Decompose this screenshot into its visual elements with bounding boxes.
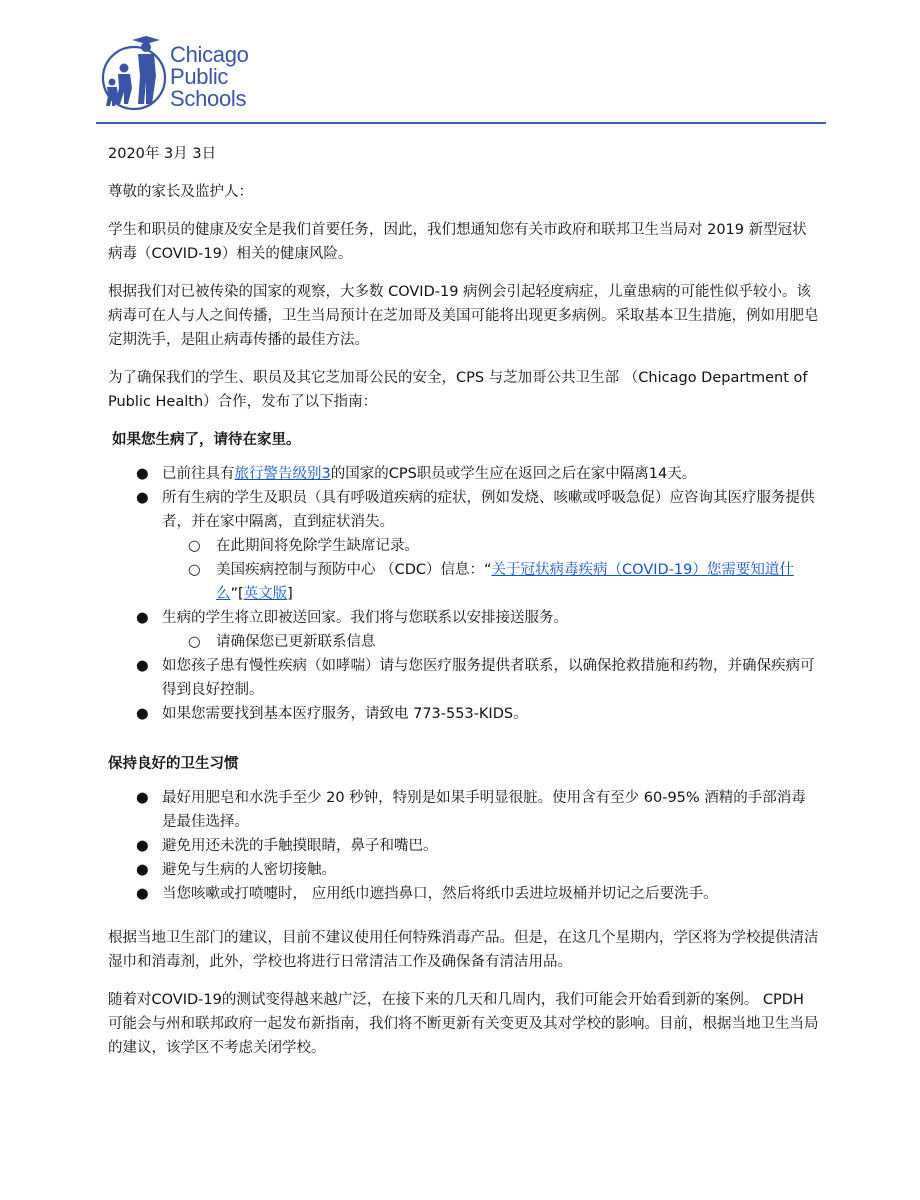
bullet-icon: ● [136, 790, 149, 806]
sub-list-item-text: 请确保您已更新联系信息 [216, 634, 376, 650]
stay-home-list [108, 462, 820, 726]
bullet-icon: ● [136, 838, 149, 854]
list-item-text: 的国家的CPS职员或学生应在返回之后在家中隔离14天。 [330, 466, 697, 482]
list-item [108, 654, 820, 702]
bullet-icon: ● [136, 490, 149, 506]
circle-bullet-icon: ○ [188, 634, 201, 650]
list-item [108, 462, 820, 486]
list-item-text: 如果您需要找到基本医疗服务，请致电 773-553-KIDS。 [162, 706, 528, 722]
header-divider [96, 122, 826, 124]
sub-list [162, 630, 820, 654]
bullet-icon: ● [136, 658, 149, 674]
list-item [108, 858, 820, 882]
paragraph-observation: 根据我们对已被传染的国家的观察，大多数 COVID-19 病例会引起轻度病症，儿童患病的可能性似乎较小。该病毒可在人与人之间传播，卫生当局预计在芝加哥及美国可能将出现更多病例。采取基本卫生措施，例如用肥皂定期洗手，是阻止病毒传播的最佳方法。 [108, 284, 819, 348]
list-item-text: 最好用肥皂和水洗手至少 20 秒钟，特别是如果手明显很脏。使用含有至少 60-95% 酒精的手部消毒是最佳选择。 [162, 790, 806, 830]
paragraph-disinfection: 根据当地卫生部门的建议，目前不建议使用任何特殊消毒产品。但是，在这几个星期内，学区将为学校提供清洁湿巾和消毒剂，此外，学校也将进行日常清洁工作及确保备有清洁用品。 [108, 930, 819, 970]
logo-line-3: Schools [170, 86, 247, 111]
list-item-text: 避免用还未洗的手触摸眼睛，鼻子和嘴巴。 [162, 838, 438, 854]
sub-list-item-text: 美国疾病控制与预防中心 （CDC）信息：“ [216, 562, 492, 578]
logo-line-1: Chicago [170, 42, 249, 67]
section-heading-hygiene: 保持良好的卫生习惯 [108, 756, 239, 772]
logo-line-2: Public [170, 64, 229, 89]
letter-body [108, 142, 820, 1074]
list-item [108, 606, 820, 654]
section-heading-stay-home: 如果您生病了，请待在家里。 [112, 432, 301, 448]
list-item-text: 避免与生病的人密切接触。 [162, 862, 336, 878]
sub-list [162, 534, 820, 606]
list-item [108, 834, 820, 858]
sub-list-item-text: ] [287, 586, 293, 602]
paragraph-intro: 学生和职员的健康及安全是我们首要任务，因此，我们想通知您有关市政府和联邦卫生当局对 2019 新型冠状病毒（COVID-19）相关的健康风险。 [108, 222, 807, 262]
list-item-text: 当您咳嗽或打喷嚏时， 应用纸巾遮挡鼻口，然后将纸巾丢进垃圾桶并切记之后要洗手。 [162, 886, 718, 902]
cps-logo-mark-icon [100, 30, 172, 114]
list-item [108, 702, 820, 726]
list-item-text: 如您孩子患有慢性疾病（如哮喘）请与您医疗服务提供者联系，以确保抢救措施和药物，并确保疾病可得到良好控制。 [162, 658, 815, 698]
sub-list-item [162, 558, 820, 606]
bullet-icon: ● [136, 862, 149, 878]
cdc-covid-info-link[interactable]: 关于冠状病毒疾病（COVID-19）您需要知道什么 [216, 562, 794, 602]
bullet-icon: ● [136, 886, 149, 902]
list-item [108, 486, 820, 606]
list-item [108, 786, 820, 834]
list-item-text: 生病的学生将立即被送回家。我们将与您联系以安排接送服务。 [162, 610, 568, 626]
travel-warning-link[interactable]: 旅行警告级别3 [234, 466, 331, 482]
letter-date: 2020年 3月 3日 [108, 146, 217, 162]
list-item [108, 882, 820, 906]
sub-list-item-text: ”[ [230, 586, 244, 602]
list-item-text: 已前往具有 [162, 466, 235, 482]
circle-bullet-icon: ○ [188, 562, 201, 578]
logo-wordmark [170, 44, 249, 110]
letter-greeting: 尊敬的家长及监护人： [108, 184, 253, 200]
cps-logo [100, 30, 280, 114]
list-item-text: 所有生病的学生及职员（具有呼吸道疾病的症状，例如发烧、咳嗽或呼吸急促）应咨询其医疗服务提供者，并在家中隔离，直到症状消失。 [162, 490, 815, 530]
sub-list-item [162, 630, 820, 654]
english-version-link[interactable]: 英文版 [243, 586, 288, 602]
bullet-icon: ● [136, 610, 149, 626]
sub-list-item [162, 534, 820, 558]
sub-list-item-text: 在此期间将免除学生缺席记录。 [216, 538, 419, 554]
bullet-icon: ● [136, 706, 149, 722]
hygiene-list [108, 786, 820, 906]
circle-bullet-icon: ○ [188, 538, 201, 554]
paragraph-guidance-intro: 为了确保我们的学生、职员及其它芝加哥公民的安全，CPS 与芝加哥公共卫生部 （Chicago Department of Public Health）合作，发布了以下指南： [108, 370, 808, 410]
bullet-icon: ● [136, 466, 149, 482]
paragraph-testing-update: 随着对COVID-19的测试变得越来越广泛，在接下来的几天和几周内，我们可能会开始看到新的案例。 CPDH 可能会与州和联邦政府一起发布新指南，我们将不断更新有关变更及其对学校的影响。目前，根据当地卫生当局的建议，该学区不考虑关闭学校。 [108, 992, 819, 1056]
